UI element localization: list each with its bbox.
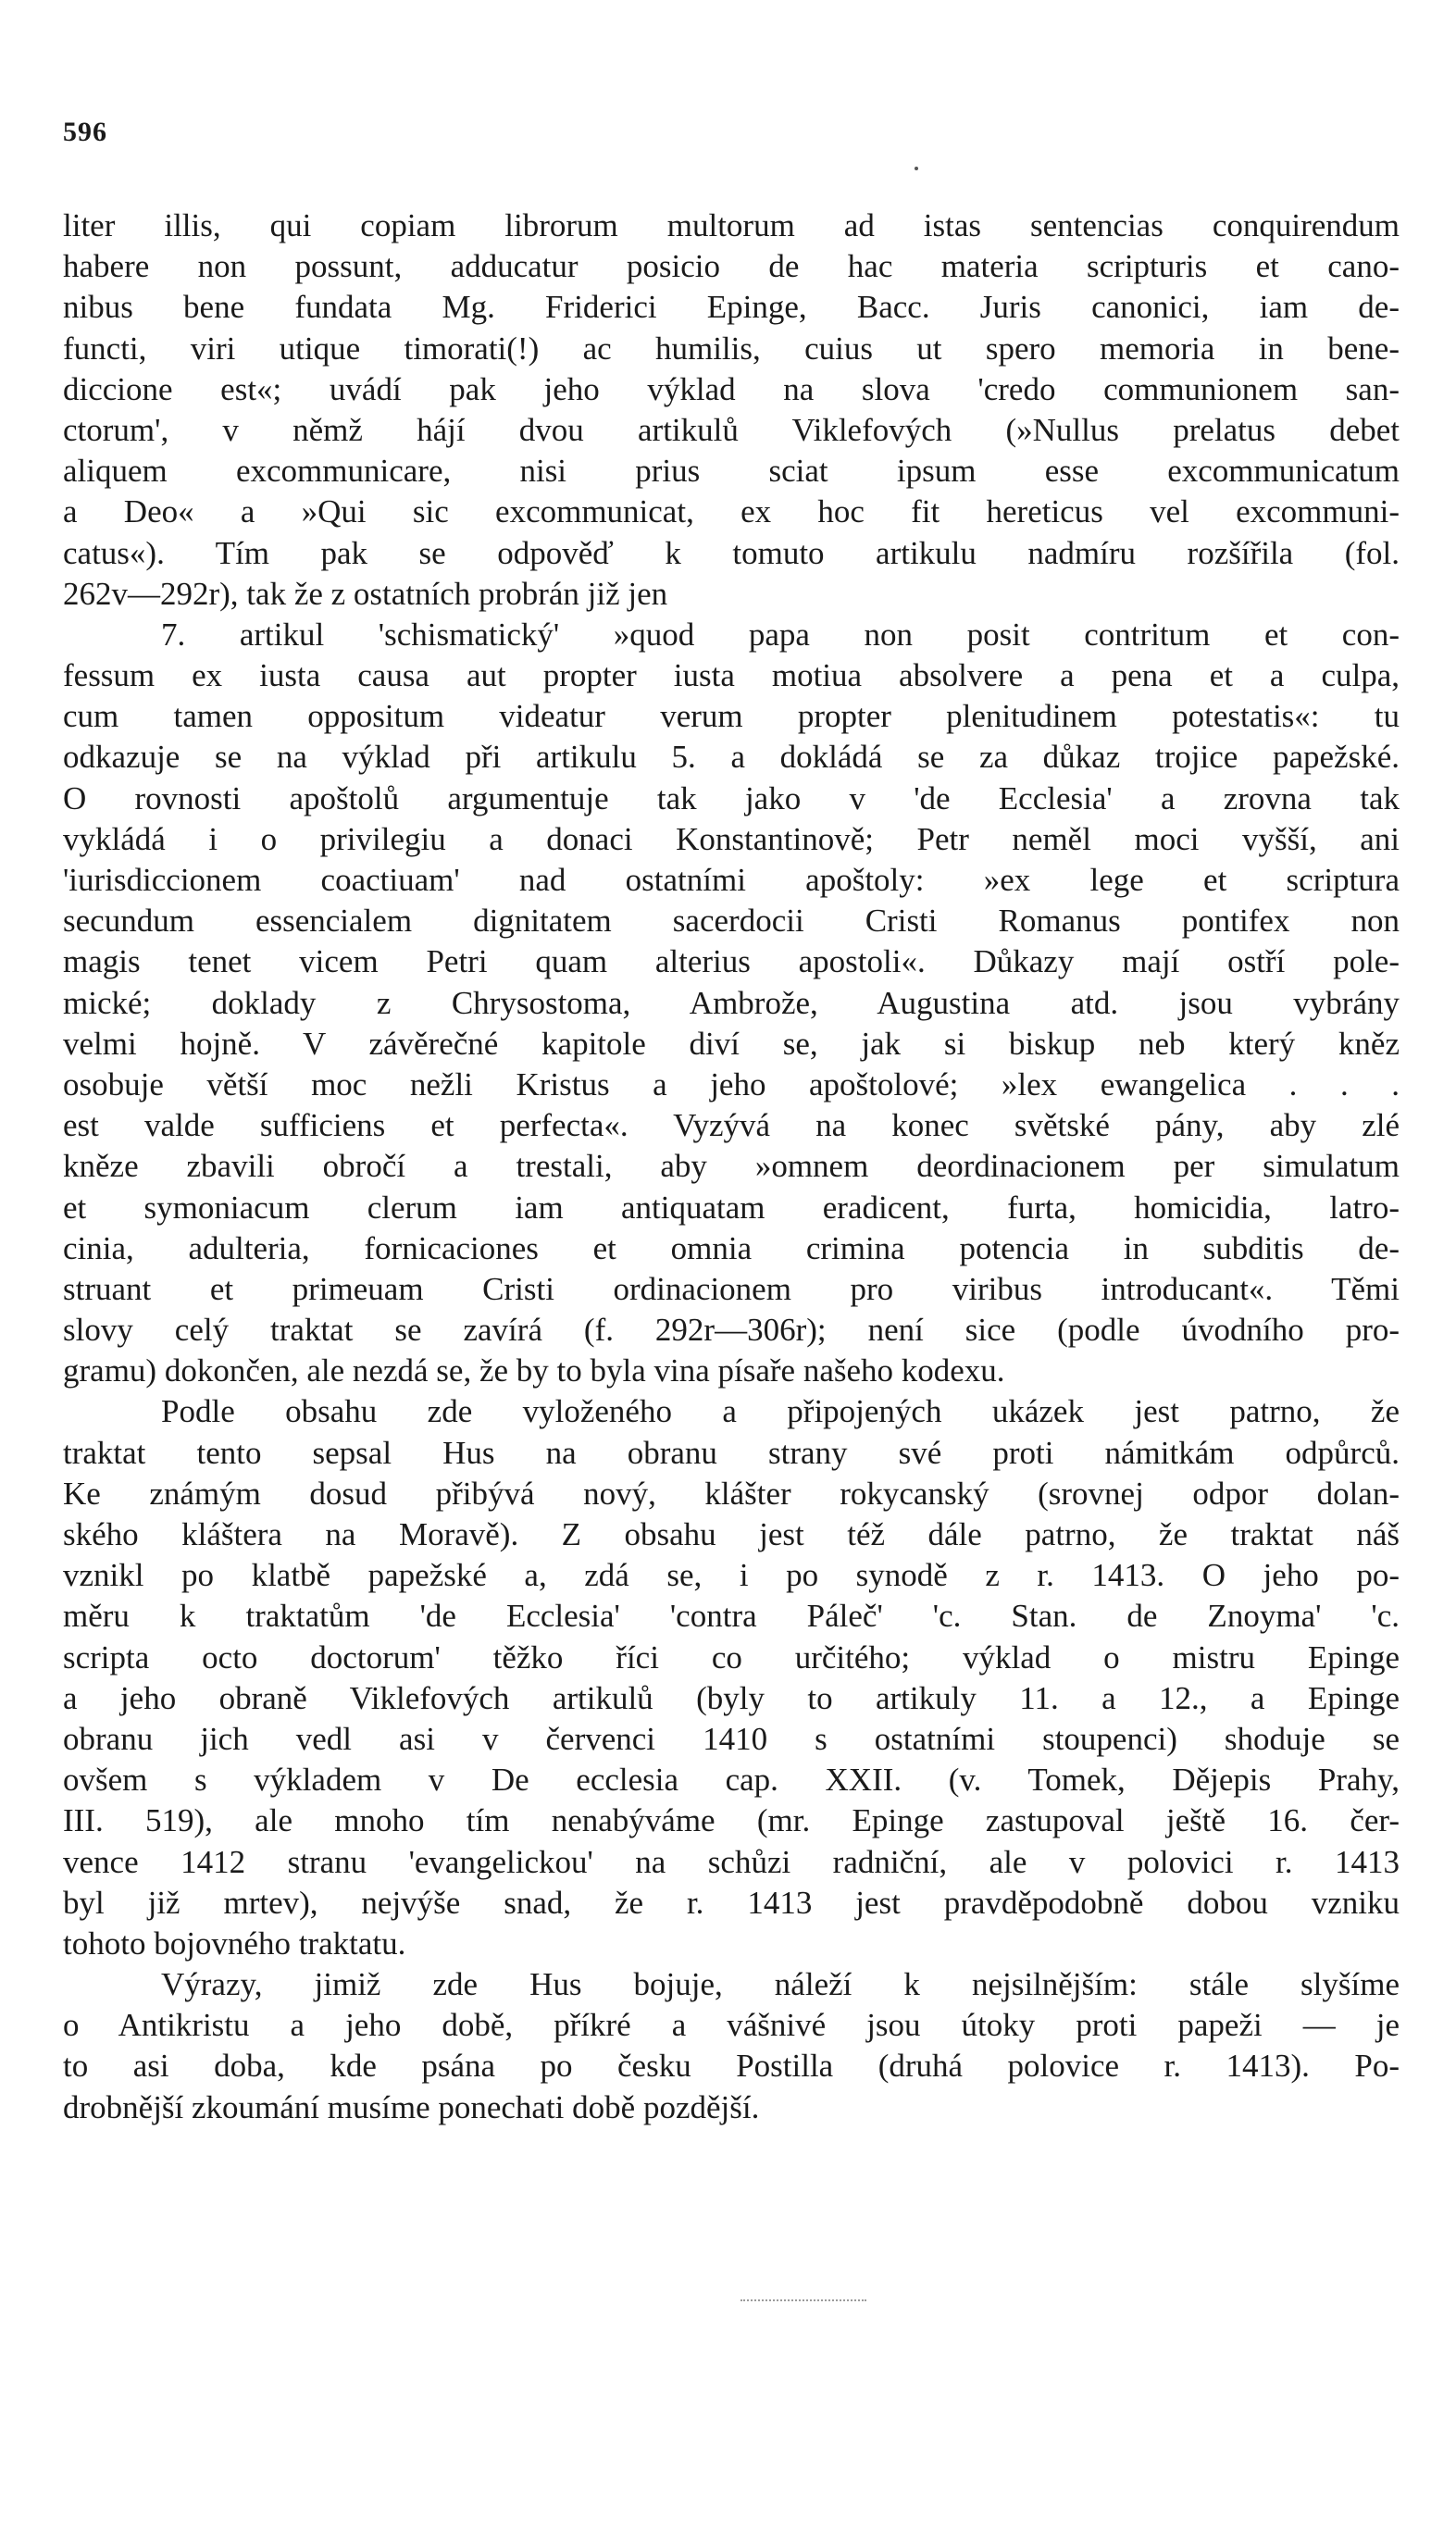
text-line: o Antikristu a jeho době, příkré a vášnivé jsou útoky proti papeži — je <box>63 2007 1400 2044</box>
text-line: vence 1412 stranu 'evangelickou' na schůzi radniční, ale v polovici r. 1413 <box>63 1843 1400 1880</box>
text-line: traktat tento sepsal Hus na obranu strany své proti námitkám odpůrců. <box>63 1434 1400 1471</box>
text-line: et symoniacum clerum iam antiquatam eradicent, furta, homicidia, latro- <box>63 1189 1400 1226</box>
text-line: velmi hojně. V závěrečné kapitole diví se, jak si biskup neb který kněz <box>63 1025 1400 1062</box>
text-line: cum tamen oppositum videatur verum propter plenitudinem potestatis«: tu <box>63 698 1400 735</box>
text-line: a jeho obraně Viklefových artikulů (byly to artikuly 11. a 12., a Epinge <box>63 1679 1400 1716</box>
text-line: O rovnosti apoštolů argumentuje tak jako v 'de Ecclesia' a zrovna tak <box>63 779 1400 816</box>
text-line: fessum ex iusta causa aut propter iusta motiua absolvere a pena et a culpa, <box>63 657 1400 694</box>
text-line: functi, viri utique timorati(!) ac humilis, cuius ut spero memoria in bene- <box>63 330 1400 367</box>
text-line: liter illis, qui copiam librorum multorum ad istas sentencias conquirendum <box>63 207 1400 243</box>
text-line: est valde sufficiens et perfecta«. Vyzývá na konec světské pány, aby zlé <box>63 1107 1400 1144</box>
text-line: drobnější zkoumání musíme ponechati době pozdější. <box>63 2088 760 2125</box>
footer-dotted-rule <box>740 2299 866 2301</box>
page-number: 596 <box>63 117 107 147</box>
text-line: ctorum', v němž hájí dvou artikulů Viklefových (»Nullus prelatus debet <box>63 411 1400 448</box>
text-line: 7. artikul 'schismatický' »quod papa non posit contritum et con- <box>161 616 1400 653</box>
text-line: III. 519), ale mnoho tím nenabýváme (mr. Epinge zastupoval ještě 16. čer- <box>63 1802 1400 1839</box>
text-line: gramu) dokončen, ale nezdá se, že by to byla vina písaře našeho kodexu. <box>63 1352 1005 1389</box>
text-line: diccione est«; uvádí pak jeho výklad na slova 'credo communionem san- <box>63 370 1400 407</box>
text-line: byl již mrtev), nejvýše snad, že r. 1413 jest pravděpodobně dobou vzniku <box>63 1884 1400 1921</box>
text-line: cinia, adulteria, fornicaciones et omnia crimina potencia in subditis de- <box>63 1229 1400 1266</box>
text-line: slovy celý traktat se zavírá (f. 292r—306r); není sice (podle úvodního pro- <box>63 1312 1400 1349</box>
text-line: měru k traktatům 'de Ecclesia' 'contra Páleč' 'c. Stan. de Znoyma' 'c. <box>63 1598 1400 1635</box>
text-line: vykládá i o privilegiu a donaci Konstantinově; Petr neměl moci vyšší, ani <box>63 820 1400 857</box>
body-text <box>63 206 1400 2128</box>
text-line: aliquem excommunicare, nisi prius sciat ipsum esse excommunicatum <box>63 453 1400 490</box>
text-line: tohoto bojovného traktatu. <box>63 1925 406 1962</box>
text-line: vznikl po klatbě papežské a, zdá se, i po synodě z r. 1413. O jeho po- <box>63 1557 1400 1594</box>
text-line: magis tenet vicem Petri quam alterius apostoli«. Důkazy mají ostří pole- <box>63 943 1400 980</box>
text-line: odkazuje se na výklad při artikulu 5. a dokládá se za důkaz trojice papežské. <box>63 739 1400 776</box>
text-line: 'iurisdiccionem coactiuam' nad ostatními apoštoly: »ex lege et scriptura <box>63 862 1400 898</box>
text-line: Ke známým dosud přibývá nový, klášter rokycanský (srovnej odpor dolan- <box>63 1475 1400 1512</box>
text-line: kněze zbavili obročí a trestali, aby »omnem deordinacionem per simulatum <box>63 1148 1400 1185</box>
text-line: struant et primeuam Cristi ordinacionem pro viribus introducant«. Těmi <box>63 1270 1400 1307</box>
text-line: Výrazy, jimiž zde Hus bojuje, náleží k nejsilnějším: stále slyšíme <box>161 1966 1400 2003</box>
text-line: habere non possunt, adducatur posicio de hac materia scripturis et cano- <box>63 248 1400 285</box>
print-speck <box>915 167 918 170</box>
text-line: secundum essencialem dignitatem sacerdocii Cristi Romanus pontifex non <box>63 903 1400 940</box>
text-line: ského kláštera na Moravě). Z obsahu jest též dále patrno, že traktat náš <box>63 1516 1400 1552</box>
text-line: mické; doklady z Chrysostoma, Ambrože, Augustina atd. jsou vybrány <box>63 984 1400 1021</box>
text-line: obranu jich vedl asi v červenci 1410 s ostatními stoupenci) shoduje se <box>63 1720 1400 1757</box>
text-line: a Deo« a »Qui sic excommunicat, ex hoc fit hereticus vel excommuni- <box>63 493 1400 530</box>
text-line: nibus bene fundata Mg. Friderici Epinge, Bacc. Juris canonici, iam de- <box>63 289 1400 326</box>
text-line: to asi doba, kde psána po česku Postilla (druhá polovice r. 1413). Po- <box>63 2048 1400 2085</box>
text-line: catus«). Tím pak se odpověď k tomuto artikulu nadmíru rozšířila (fol. <box>63 534 1400 571</box>
text-line: Podle obsahu zde vyloženého a připojených ukázek jest patrno, že <box>161 1393 1400 1430</box>
text-line: 262v—292r), tak že z ostatních probrán již jen <box>63 575 668 612</box>
text-line: scripta octo doctorum' těžko říci co určitého; výklad o mistru Epinge <box>63 1638 1400 1676</box>
text-line: ovšem s výkladem v De ecclesia cap. XXII. (v. Tomek, Dějepis Prahy, <box>63 1762 1400 1799</box>
text-line: osobuje větší moc nežli Kristus a jeho apoštolové; »lex ewangelica . . . <box>63 1065 1400 1103</box>
